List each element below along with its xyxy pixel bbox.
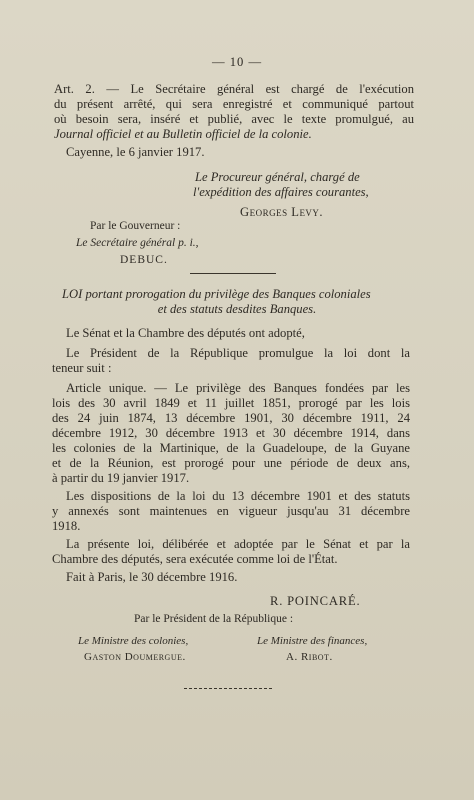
end-rule [184, 688, 272, 689]
page-number: — 10 — [211, 55, 263, 69]
president-name: R. POINCARÉ. [270, 594, 361, 608]
article-unique-line: décembre 1912, 30 décembre 1913 et 30 décembre 1914, dans [52, 426, 410, 440]
by-president-label: Par le Président de la République : [134, 613, 294, 625]
article2-line: du présent arrêté, qui sera enregistré et communiqué partout [54, 97, 414, 111]
promulgates-text: Le Président de la République promulgue la loi dont la [66, 346, 410, 360]
statutes-line: y annexés sont maintenues en vigueur jusqu'au 31 décembre [52, 504, 410, 518]
minister-finances-title: Le Ministre des finances, [257, 635, 368, 647]
secretary-role: Le Secrétaire général p. i., [76, 237, 199, 249]
prosecutor-title: Le Procureur général, chargé de [195, 170, 360, 184]
execution-line: La présente loi, délibérée et adoptée par le Sénat et par la [66, 537, 410, 551]
adopted-text: Le Sénat et la Chambre des députés ont adopté, [66, 326, 305, 340]
promulgates-text-cont: teneur suit : [52, 361, 112, 375]
separator-rule [190, 273, 276, 274]
execution-line: Chambre des députés, sera exécutée comme loi de l'État. [52, 552, 338, 566]
article2-line: Journal officiel et au Bulletin officiel de la colonie. [54, 127, 312, 141]
prosecutor-name: Georges Levy. [240, 205, 324, 219]
law-title-line2: et des statuts desdites Banques. [157, 302, 317, 316]
article-unique-line: Article unique. — Le privilège des Banques fondées par les [66, 381, 410, 395]
article-unique-line: lois des 30 avril 1849 et 11 juillet 1851, prorogé par les lois [52, 396, 410, 410]
secretary-name: DEBUC. [120, 254, 168, 266]
article-unique-line: et de la Réunion, est prorogé pour une période de deux ans, [52, 456, 410, 470]
article2-line: où besoin sera, inséré et publié, avec le texte promulgué, au [54, 112, 414, 126]
article-unique-line: à partir du 19 janvier 1917. [52, 471, 190, 485]
by-governor-label: Par le Gouverneur : [90, 220, 181, 232]
statutes-line: 1918. [52, 519, 81, 533]
law-title-line1: LOI portant prorogation du privilège des Banques coloniales [62, 287, 371, 301]
minister-colonies-title: Le Ministre des colonies, [78, 635, 189, 647]
article-unique-line: les colonies de la Martinique, de la Guadeloupe, de la Guyane [52, 441, 410, 455]
article-unique-line: des 24 juin 1874, 13 décembre 1901, 30 décembre 1911, 24 [52, 411, 410, 425]
minister-colonies-name: Gaston Doumergue. [84, 651, 186, 663]
minister-finances-name: A. Ribot. [286, 651, 333, 663]
statutes-line: Les dispositions de la loi du 13 décembre 1901 et des statuts [66, 489, 410, 503]
article2-line: Art. 2. — Le Secrétaire général est chargé de l'exécution [54, 82, 414, 96]
prosecutor-title-cont: l'expédition des affaires courantes, [193, 185, 369, 199]
article2-place-date: Cayenne, le 6 janvier 1917. [66, 145, 205, 159]
body-place-date: Fait à Paris, le 30 décembre 1916. [66, 570, 238, 584]
